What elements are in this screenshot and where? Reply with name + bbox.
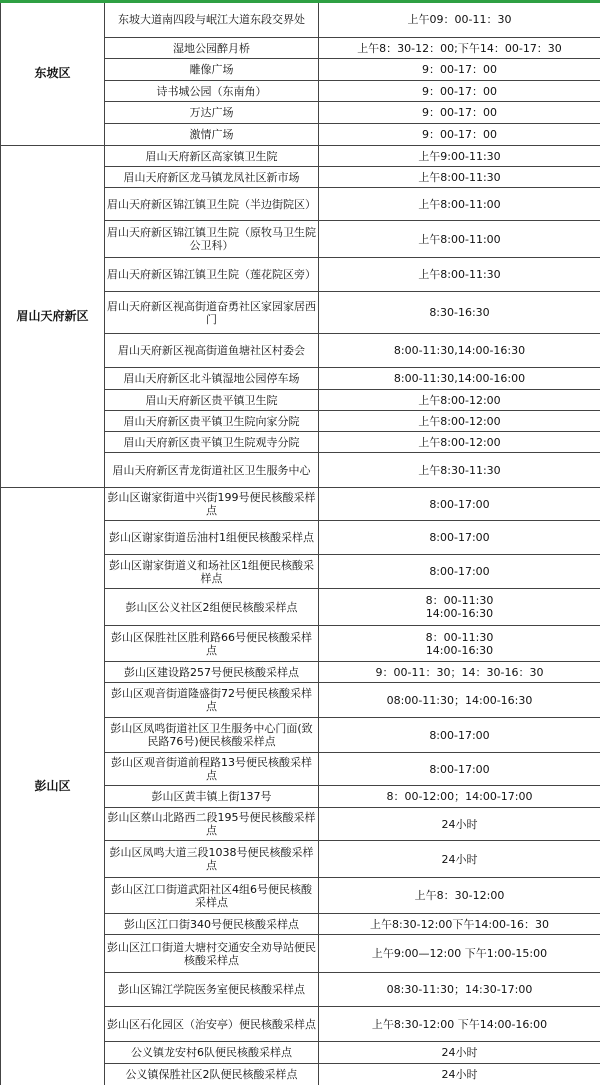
site-cell: 眉山天府新区贵平镇卫生院 xyxy=(105,390,319,411)
site-cell: 彭山区江口街道武阳社区4组6号便民核酸采样点 xyxy=(105,878,319,914)
time-cell: 上午8:30-11:30 xyxy=(319,453,600,488)
time-cell: 上午8:30-12:00 下午14:00-16:00 xyxy=(319,1007,600,1042)
time-cell: 9：00-17：00 xyxy=(319,59,600,81)
site-cell: 彭山区江口街道大塘村交通安全劝导站便民核酸采样点 xyxy=(105,935,319,973)
district-name-cell: 彭山区 xyxy=(1,488,105,1085)
site-cell: 彭山区石化园区（治安亭）便民核酸采样点 xyxy=(105,1007,319,1042)
site-cell: 眉山天府新区高家镇卫生院 xyxy=(105,146,319,167)
site-cell: 彭山区黄丰镇上街137号 xyxy=(105,786,319,808)
time-cell: 上午8:30-12:00下午14:00-16：30 xyxy=(319,914,600,935)
site-cell: 彭山区建设路257号便民核酸采样点 xyxy=(105,662,319,683)
district-name-cell: 眉山天府新区 xyxy=(1,146,105,488)
top-accent-bar xyxy=(0,0,600,3)
site-cell: 彭山区谢家街道义和场社区1组便民核酸采样点 xyxy=(105,555,319,589)
time-cell: 上午9:00—12:00 下午1:00-15:00 xyxy=(319,935,600,973)
time-cell: 上午9:00-11:30 xyxy=(319,146,600,167)
time-cell: 8:00-17:00 xyxy=(319,555,600,589)
site-cell: 眉山天府新区锦江镇卫生院（半边街院区） xyxy=(105,188,319,221)
table-body xyxy=(1,1,600,1085)
table-row xyxy=(1,1,600,38)
time-cell: 8：00-11:30 14:00-16:30 xyxy=(319,589,600,626)
site-cell: 公义镇保胜社区2队便民核酸采样点 xyxy=(105,1064,319,1085)
time-cell: 上午8:00-11:30 xyxy=(319,167,600,188)
site-cell: 诗书城公园（东南角） xyxy=(105,81,319,102)
site-cell: 彭山区保胜社区胜利路66号便民核酸采样点 xyxy=(105,626,319,662)
time-cell: 上午8：30-12:00 xyxy=(319,878,600,914)
site-cell: 眉山天府新区贵平镇卫生院向家分院 xyxy=(105,411,319,432)
time-cell: 上午8:00-12:00 xyxy=(319,411,600,432)
site-cell: 彭山区公义社区2组便民核酸采样点 xyxy=(105,589,319,626)
time-cell: 8:00-11:30,14:00-16:00 xyxy=(319,368,600,390)
site-cell: 眉山天府新区锦江镇卫生院（原牧马卫生院公卫科） xyxy=(105,221,319,258)
time-cell: 08:30-11:30；14:30-17:00 xyxy=(319,973,600,1007)
table-row xyxy=(1,488,600,521)
district-name-cell: 东坡区 xyxy=(1,1,105,146)
time-cell: 24小时 xyxy=(319,1064,600,1085)
time-cell: 9：00-17：00 xyxy=(319,81,600,102)
site-cell: 湿地公园醉月桥 xyxy=(105,38,319,59)
time-cell: 上午8：30-12：00;下午14：00-17：30 xyxy=(319,38,600,59)
time-cell: 8:00-11:30,14:00-16:30 xyxy=(319,334,600,368)
time-cell: 8:00-17:00 xyxy=(319,753,600,786)
time-cell: 9：00-17：00 xyxy=(319,124,600,146)
time-cell: 上午09：00-11：30 xyxy=(319,1,600,38)
site-cell: 彭山区蔡山北路西二段195号便民核酸采样点 xyxy=(105,808,319,841)
site-cell: 眉山天府新区北斗镇湿地公园停车场 xyxy=(105,368,319,390)
site-cell: 激情广场 xyxy=(105,124,319,146)
site-cell: 彭山区凤鸣大道三段1038号便民核酸采样点 xyxy=(105,841,319,878)
time-cell: 24小时 xyxy=(319,841,600,878)
site-cell: 眉山天府新区视高街道鱼塘社区村委会 xyxy=(105,334,319,368)
time-cell: 8:30-16:30 xyxy=(319,292,600,334)
site-cell: 眉山天府新区龙马镇龙凤社区新市场 xyxy=(105,167,319,188)
time-cell: 8:00-17:00 xyxy=(319,521,600,555)
site-cell: 眉山天府新区锦江镇卫生院（莲花院区旁） xyxy=(105,258,319,292)
site-cell: 彭山区锦江学院医务室便民核酸采样点 xyxy=(105,973,319,1007)
time-cell: 8:00-17:00 xyxy=(319,488,600,521)
site-cell: 公义镇龙安村6队便民核酸采样点 xyxy=(105,1042,319,1064)
time-cell: 8：00-11:30 14:00-16:30 xyxy=(319,626,600,662)
site-cell: 彭山区谢家街道中兴街199号便民核酸采样点 xyxy=(105,488,319,521)
time-cell: 9：00-11：30；14：30-16：30 xyxy=(319,662,600,683)
site-cell: 彭山区谢家街道岳油村1组便民核酸采样点 xyxy=(105,521,319,555)
site-cell: 眉山天府新区贵平镇卫生院观寺分院 xyxy=(105,432,319,453)
time-cell: 8：00-12:00；14:00-17:00 xyxy=(319,786,600,808)
site-cell: 彭山区江口街340号便民核酸采样点 xyxy=(105,914,319,935)
time-cell: 9：00-17：00 xyxy=(319,102,600,124)
site-cell: 彭山区凤鸣街道社区卫生服务中心门面(致民路76号)便民核酸采样点 xyxy=(105,718,319,753)
site-cell: 万达广场 xyxy=(105,102,319,124)
time-cell: 上午8:00-12:00 xyxy=(319,432,600,453)
site-cell: 眉山天府新区视高街道奋勇社区家园家居西门 xyxy=(105,292,319,334)
time-cell: 上午8:00-11:00 xyxy=(319,188,600,221)
site-cell: 眉山天府新区青龙街道社区卫生服务中心 xyxy=(105,453,319,488)
site-cell: 彭山区观音街道隆盛街72号便民核酸采样点 xyxy=(105,683,319,718)
time-cell: 上午8:00-11:30 xyxy=(319,258,600,292)
site-cell: 东坡大道南四段与岷江大道东段交界处 xyxy=(105,1,319,38)
site-cell: 彭山区观音街道前程路13号便民核酸采样点 xyxy=(105,753,319,786)
time-cell: 上午8:00-12:00 xyxy=(319,390,600,411)
time-cell: 8:00-17:00 xyxy=(319,718,600,753)
time-cell: 上午8:00-11:00 xyxy=(319,221,600,258)
time-cell: 08:00-11:30；14:00-16:30 xyxy=(319,683,600,718)
table-row xyxy=(1,146,600,167)
time-cell: 24小时 xyxy=(319,808,600,841)
site-cell: 雕像广场 xyxy=(105,59,319,81)
time-cell: 24小时 xyxy=(319,1042,600,1064)
